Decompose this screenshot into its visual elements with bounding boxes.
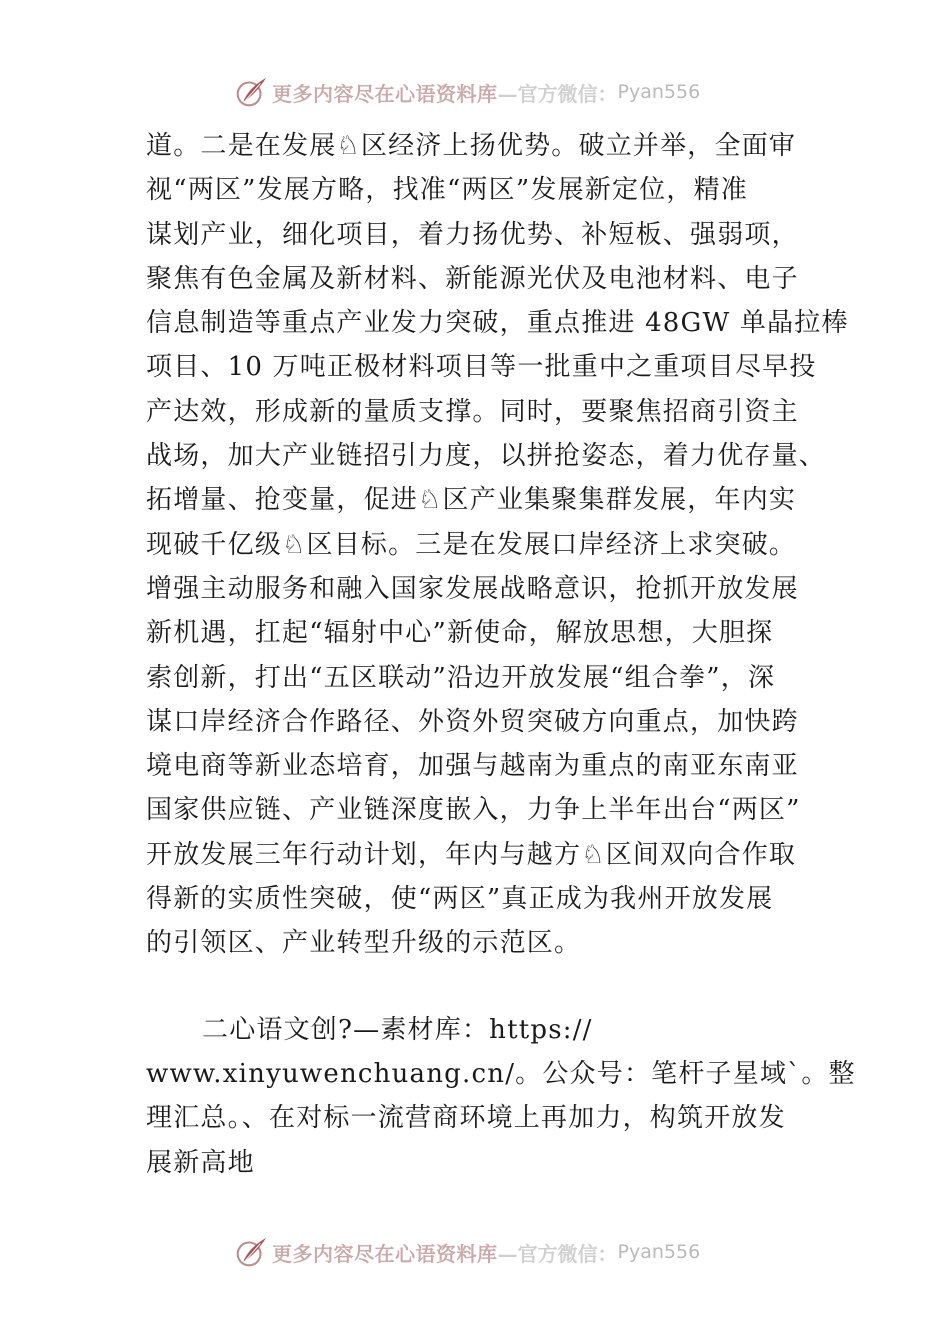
document-body	[146, 124, 856, 1185]
text-line: 道。二是在发展♘区经济上扬优势。破立并举，全面审	[146, 131, 797, 161]
text-line: 增强主动服务和融入国家发展战略意识，抢抓开放发展	[146, 573, 799, 604]
text-line: 现破千亿级♘区目标。三是在发展口岸经济上求突破。	[146, 529, 797, 560]
watermark-wechat-label: —官方微信：	[497, 1241, 618, 1266]
text-line: 国家供应链、产业链深度嵌入，力争上半年出台“两区”	[146, 795, 801, 826]
header-watermark	[232, 72, 700, 112]
text-line: 理汇总。、在对标一流营商环境上再加力，构筑开放发	[146, 1103, 786, 1134]
paragraph-gap	[146, 966, 810, 1008]
text-line: 谋划产业，细化项目，着力扬优势、补短板、强弱项，	[146, 219, 799, 250]
text-line: 索创新，打出“五区联动”沿边开放发展“组合拳”，深	[146, 662, 776, 693]
watermark-wechat-id: Pyan556	[617, 81, 701, 103]
text-line: 谋口岸经济合作路径、外资外贸突破方向重点，加快跨	[146, 706, 799, 737]
text-line: 开放发展三年行动计划，年内与越方♘区间双向合作取	[146, 839, 797, 870]
text-line: 新机遇，扛起“辐射中心”新使命，解放思想，大胆探	[146, 618, 774, 649]
text-line: 视“两区”发展方略，找准“两区”发展新定位，精准	[146, 175, 748, 206]
paragraph-2	[146, 1008, 856, 1185]
text-line: 境电商等新业态培育，加强与越南为重点的南亚东南亚	[146, 751, 799, 782]
feather-logo-icon	[232, 1233, 270, 1271]
watermark-wechat-id: Pyan556	[617, 1241, 701, 1263]
text-line: 产达效，形成新的量质支撑。同时，要聚焦招商引资主	[146, 396, 799, 427]
text-line: www.xinyuwenchuang.cn/。公众号：笔杆子星域`。整	[146, 1058, 856, 1089]
feather-logo-icon	[232, 73, 270, 111]
text-line: 信息制造等重点产业发力突破，重点推进 48GW 单晶拉棒	[146, 308, 849, 339]
text-line: 项目、10 万吨正极材料项目等一批重中之重项目尽早投	[146, 352, 817, 383]
text-line: 二心语文创?—素材库：https://	[202, 1014, 593, 1045]
text-line: 展新高地	[146, 1147, 255, 1178]
text-line: 聚焦有色金属及新材料、新能源光伏及电池材料、电子	[146, 263, 799, 294]
text-line: 拓增量、抢变量，促进♘区产业集聚集群发展，年内实	[146, 485, 797, 516]
watermark-site-text: 更多内容尽在心语资料库	[272, 81, 498, 106]
footer-watermark	[232, 1232, 700, 1272]
text-line: 的引领区、产业转型升级的示范区。	[146, 928, 582, 959]
paragraph-1	[146, 124, 849, 966]
text-line: 战场，加大产业链招引力度，以拼抢姿态，着力优存量、	[146, 441, 827, 472]
watermark-site-text: 更多内容尽在心语资料库	[272, 1241, 498, 1266]
watermark-wechat-label: —官方微信：	[497, 81, 618, 106]
text-line: 得新的实质性突破，使“两区”真正成为我州开放发展	[146, 884, 774, 915]
